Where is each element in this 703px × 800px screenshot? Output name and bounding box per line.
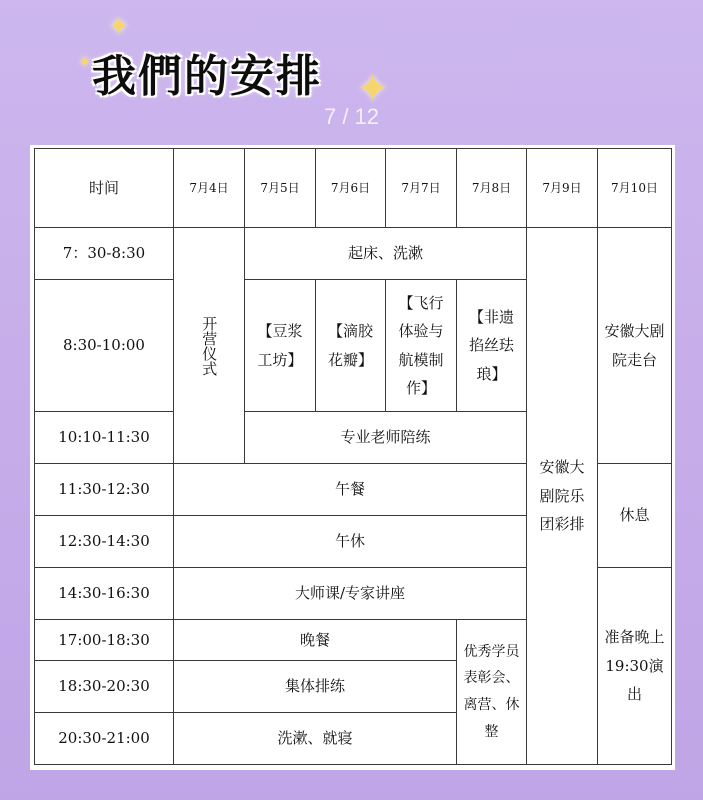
time-slot: 8:30-10:00 <box>34 279 174 412</box>
sparkle-icon: ✦ <box>108 12 130 42</box>
header-day: 7月10日 <box>597 148 672 228</box>
time-slot: 14:30-16:30 <box>34 567 174 620</box>
activity-lecture: 大师课/专家讲座 <box>173 567 527 620</box>
activity-lunch: 午餐 <box>173 463 527 516</box>
header-time: 时间 <box>34 148 174 228</box>
activity-coach: 专业老师陪练 <box>244 411 527 464</box>
activity-stage: 安徽大剧院走台 <box>597 227 672 464</box>
header-day: 7月8日 <box>456 148 527 228</box>
activity-dinner: 晚餐 <box>173 619 457 661</box>
activity-flight: 【飞行体验与航模制作】 <box>385 279 457 412</box>
activity-opening: 开营仪式 <box>173 227 245 464</box>
sparkle-icon: ✦ <box>356 66 390 112</box>
activity-glue: 【滴胶花瓣】 <box>315 279 386 412</box>
time-slot: 18:30-20:30 <box>34 660 174 713</box>
activity-show: 准备晚上19:30演出 <box>597 567 672 765</box>
activity-rehearsal: 集体排练 <box>173 660 457 713</box>
activity-wake: 起床、洗漱 <box>244 227 527 280</box>
time-slot: 10:10-11:30 <box>34 411 174 464</box>
time-slot: 17:00-18:30 <box>34 619 174 661</box>
activity-heritage: 【非遗掐丝珐琅】 <box>456 279 527 412</box>
header-day: 7月4日 <box>173 148 245 228</box>
activity-soy: 【豆浆工坊】 <box>244 279 316 412</box>
activity-rest: 休息 <box>597 463 672 568</box>
schedule-table <box>34 148 672 765</box>
activity-awards: 优秀学员表彰会、离营、休整 <box>456 619 527 765</box>
schedule-panel <box>30 145 675 770</box>
time-slot: 11:30-12:30 <box>34 463 174 516</box>
sparkle-icon: ✦ <box>78 52 92 71</box>
header-day: 7月6日 <box>315 148 386 228</box>
header-day: 7月9日 <box>526 148 598 228</box>
header-day: 7月7日 <box>385 148 457 228</box>
time-slot: 7：30-8:30 <box>34 227 174 280</box>
page-title: 我們的安排 <box>92 51 322 102</box>
activity-bed: 洗漱、就寝 <box>173 712 457 765</box>
time-slot: 20:30-21:00 <box>34 712 174 765</box>
activity-nap: 午休 <box>173 515 527 568</box>
time-slot: 12:30-14:30 <box>34 515 174 568</box>
page-indicator: 7 / 12 <box>323 104 380 129</box>
header-day: 7月5日 <box>244 148 316 228</box>
activity-orchestra: 安徽大剧院乐团彩排 <box>526 227 598 765</box>
